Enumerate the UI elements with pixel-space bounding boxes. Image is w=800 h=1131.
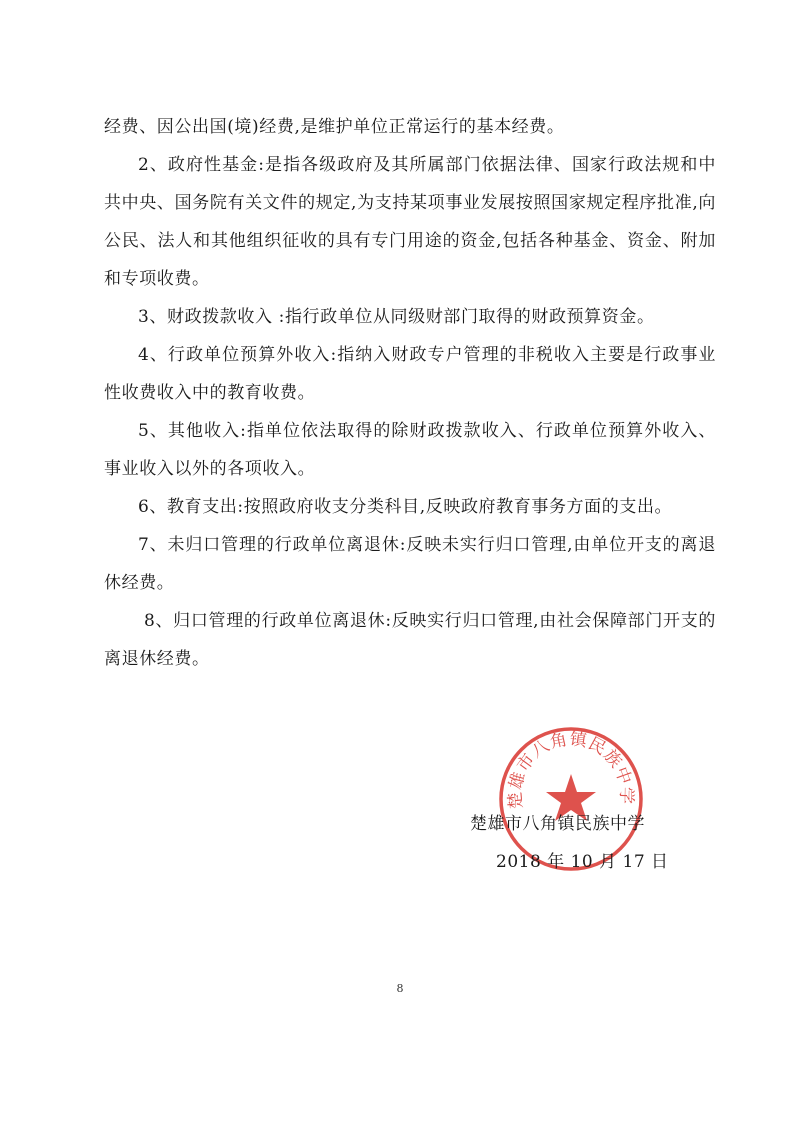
page-number: 8	[396, 982, 404, 995]
signature-date: 2018 年 10 月 17 日	[496, 852, 669, 872]
paragraph-other-income: 5、其他收入:指单位依法取得的除财政拨款收入、行政单位预算外收入、事业收入以外的各项收入。	[104, 421, 716, 479]
paragraph-extra-budget-income: 4、行政单位预算外收入:指纳入财政专户管理的非税收入主要是行政事业性收费收入中的教育收费。	[104, 345, 716, 403]
svg-text:楚雄市八角镇民族中学: 楚雄市八角镇民族中学	[505, 729, 637, 810]
paragraph-unmanaged-retirement: 7、未归口管理的行政单位离退休:反映未实行归口管理,由单位开支的离退休经费。	[104, 535, 716, 593]
paragraph-continuation: 经费、因公出国(境)经费,是维护单位正常运行的基本经费。	[104, 117, 565, 137]
document-body	[104, 108, 716, 678]
signature-organization: 楚雄市八角镇民族中学	[470, 814, 645, 834]
paragraph-fiscal-allocation: 3、财政拨款收入 :指行政单位从同级财部门取得的财政预算资金。	[138, 307, 655, 327]
paragraph-education-expenditure: 6、教育支出:按照政府收支分类科目,反映政府教育事务方面的支出。	[138, 497, 673, 517]
paragraph-managed-retirement: 8、归口管理的行政单位离退休:反映实行归口管理,由社会保障部门开支的离退休经费。	[104, 611, 716, 669]
signature-block	[470, 805, 710, 881]
paragraph-government-fund: 2、政府性基金:是指各级政府及其所属部门依据法律、国家行政法规和中共中央、国务院有关文件的规定,为支持某项事业发展按照国家规定程序批准,向公民、法人和其他组织征收的具有专门用途的资金,包括各种基金、资金、附加和专项收费。	[104, 155, 716, 289]
